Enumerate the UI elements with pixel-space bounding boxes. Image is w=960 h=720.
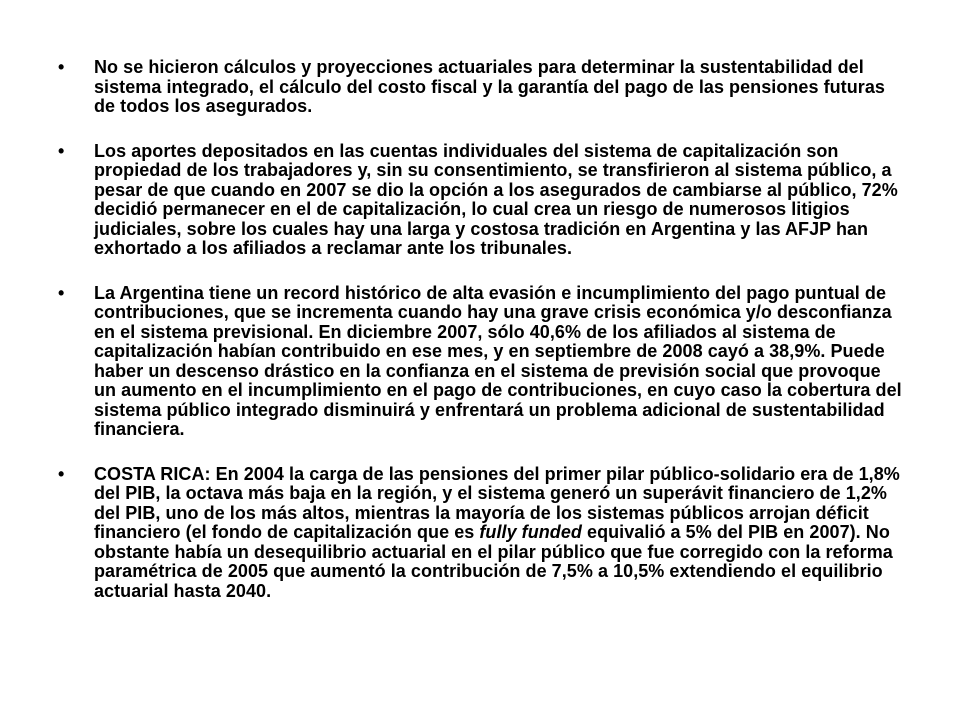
bullet-dot-icon: • xyxy=(58,140,65,161)
italic-term: fully funded xyxy=(479,522,582,542)
bullet-item-aportes xyxy=(56,142,906,259)
bullet-dot-icon: • xyxy=(58,57,65,77)
bullet-list xyxy=(56,58,906,601)
bullet-item-evasion xyxy=(56,284,906,440)
bullet-item-costa-rica xyxy=(56,465,906,602)
bullet-text-part: COSTA RICA: En 2004 la carga de las pensiones del primer pilar público-solidario era de 1,8% del PIB, la octava más baja en la región, y el sistema generó un superávit financiero de 1,2% del PIB, uno de los más altos, mientras la mayoría de los sistemas públicos arrojan déficit financiero (el fondo de capitalización que es xyxy=(94,463,900,542)
bullet-text: Los aportes depositados en las cuentas individuales del sistema de capitalización son propiedad de los trabajadores y, sin su consentimiento, se transfirieron al sistema público, a pesar de que cuando en 2007 se dio la opción a los asegurados de cambiarse al público, 72% decidió permanecer en el de capitalización, lo cual crea un riesgo de numerosos litigios judiciales, sobre los cuales hay una larga y costosa tradición en Argentina y las AFJP han exhortado a los afiliados a reclamar ante los tribunales. xyxy=(94,140,898,258)
bullet-text: La Argentina tiene un record histórico de alta evasión e incumplimiento del pago puntual de contribuciones, que se incrementa cuando hay una grave crisis económica y/o desconfianza en el sistema previsional. En diciembre 2007, sólo 40,6% de los afiliados al sistema de capitalización habían contribuido en ese mes, y en septiembre de 2008 cayó a 38,9%. Puede haber un descenso drástico en la confianza en el sistema de previsión social que provoque un aumento en el incumplimiento en el pago de contribuciones, en cuyo caso la cobertura del sistema público integrado disminuirá y enfrentará un problema adicional de sustentabilidad financiera. xyxy=(94,282,902,439)
bullet-text: No se hicieron cálculos y proyecciones actuariales para determinar la sustentabilidad del sistema integrado, el cálculo del costo fiscal y la garantía del pago de las pensiones futuras de todos los asegurados. xyxy=(94,57,885,116)
bullet-text xyxy=(94,464,900,601)
bullet-text-part: equivalió a 5% del PIB en 2007). No obstante había un desequilibrio actuarial en el pilar público que fue corregido con la reforma paramétrica de 2005 que aumentó la contribución de 7,5% a 10,5% extendiendo el equilibrio actuarial hasta 2040. xyxy=(94,522,893,601)
bullet-dot-icon: • xyxy=(58,463,65,484)
bullet-item-calculos xyxy=(56,58,906,117)
bullet-dot-icon: • xyxy=(58,282,65,303)
